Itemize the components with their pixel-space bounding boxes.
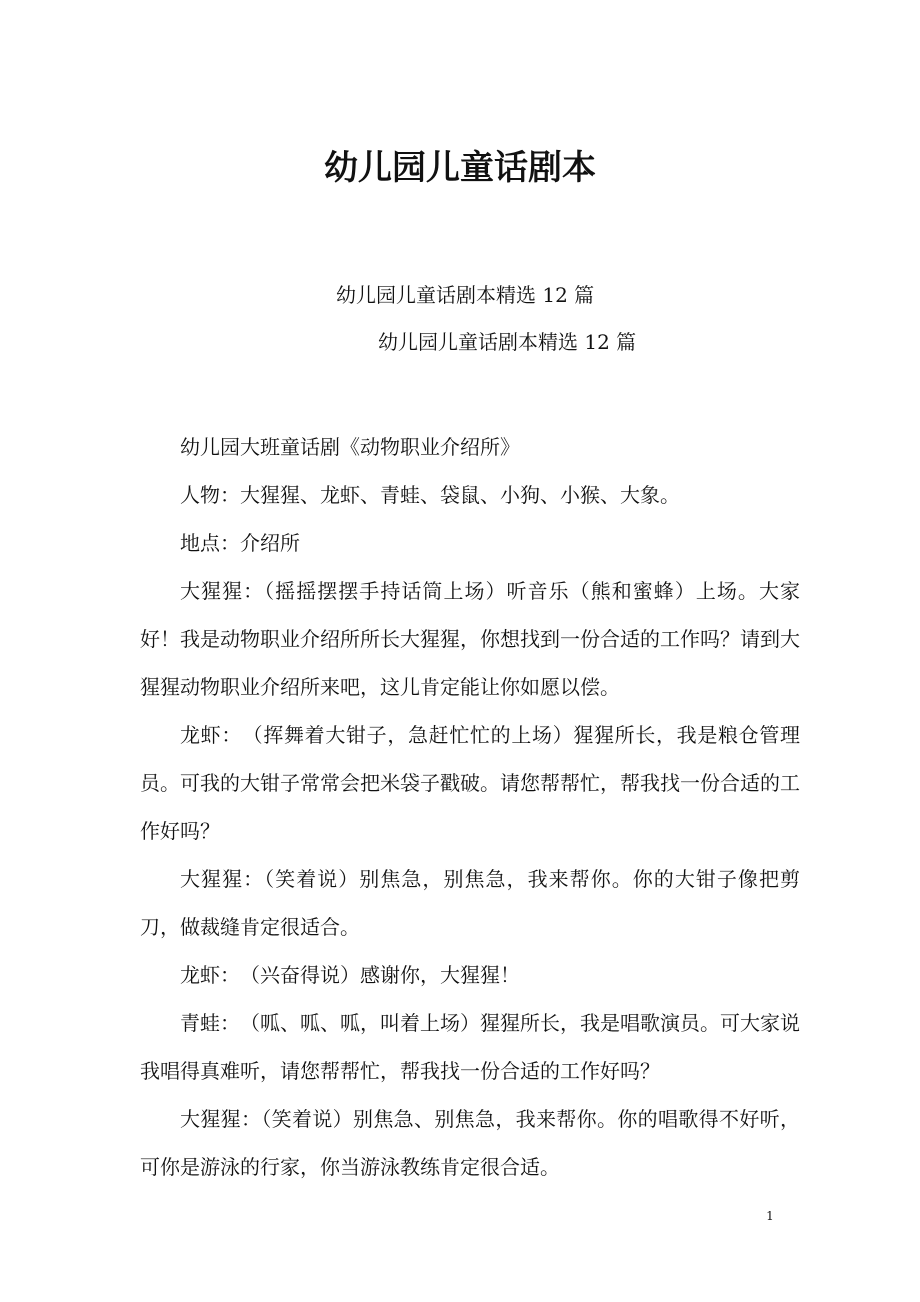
subtitle-repeat: 幼儿园儿童话剧本精选 12 篇 [378,330,637,354]
body-text [140,423,800,1191]
page-title: 幼儿园儿童话剧本 [324,148,596,188]
paragraph-dialogue: 大猩猩：（摇摇摆摆手持话筒上场）听音乐（熊和蜜蜂）上场。大家好！我是动物职业介绍所所长大猩猩，你想找到一份合适的工作吗？请到大猩猩动物职业介绍所来吧，这儿肯定能让你如愿以偿。 [140,579,800,699]
paragraph-dialogue: 大猩猩：（笑着说）别焦急、别焦急，我来帮你。你的唱歌得不好听，可你是游泳的行家，你当游泳教练肯定很合适。 [140,1107,800,1179]
subtitle: 幼儿园儿童话剧本精选 12 篇 [336,283,595,307]
paragraph-location: 地点：介绍所 [180,531,300,555]
paragraph-play-title: 幼儿园大班童话剧《动物职业介绍所》 [180,435,520,459]
paragraph-dialogue: 龙虾： （挥舞着大钳子，急赶忙忙的上场）猩猩所长，我是粮仓管理员。可我的大钳子常常会把米袋子戳破。请您帮帮忙，帮我找一份合适的工作好吗？ [140,723,800,843]
paragraph-dialogue: 龙虾： （兴奋得说）感谢你，大猩猩！ [180,963,520,987]
paragraph-dialogue: 大猩猩：（笑着说）别焦急，别焦急，我来帮你。你的大钳子像把剪刀，做裁缝肯定很适合。 [140,867,800,939]
paragraph-dialogue: 青蛙： （呱、呱、呱，叫着上场）猩猩所长，我是唱歌演员。可大家说我唱得真难听，请您帮帮忙，帮我找一份合适的工作好吗？ [140,1011,800,1083]
paragraph-characters: 人物：大猩猩、龙虾、青蛙、袋鼠、小狗、小猴、大象。 [180,483,680,507]
page-number: 1 [766,1209,774,1223]
